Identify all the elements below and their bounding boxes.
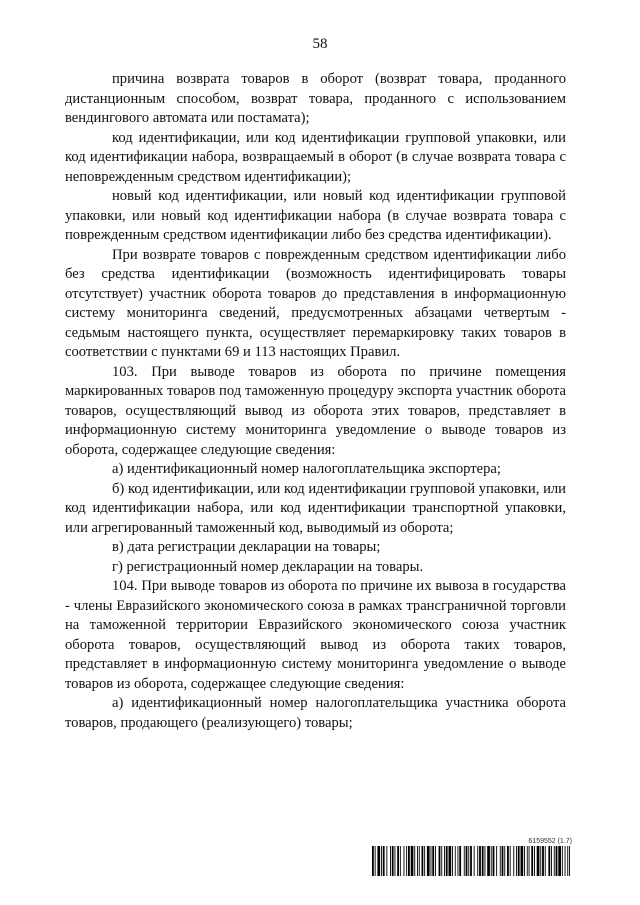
paragraph-new-identification-code: новый код идентификации, или новый код идентификации групповой упаковки, или новый код идентификации набора (в случае возврата товара с поврежденным средством идентификации либо без средства идентификации). [65,188,566,243]
paragraph-104-a: а) идентификационный номер налогоплательщика участника оборота товаров, продающего (реализующего) товары; [65,695,566,731]
paragraph-103-c: в) дата регистрации декларации на товары; [112,539,381,555]
paragraph-identification-code: код идентификации, или код идентификации групповой упаковки, или код идентификации набора, возвращаемый в оборот (в случае возврата товара с неповрежденным средством идентификации); [65,129,566,185]
paragraph-return-reason: причина возврата товаров в оборот (возврат товара, проданного дистанционным способом, возврат товара, проданного с использованием вендингового автомата или постамата); [65,71,566,126]
paragraph-103-b: б) код идентификации, или код идентификации групповой упаковки, или код идентификации набора, или код идентификации транспортной упаковки, или агрегированный таможенный код, выводимый из оборота; [65,480,566,536]
document-code: 6159552 (1.7) [528,838,572,845]
barcode-icon [372,846,570,876]
paragraph-item-103: 103. При выводе товаров из оборота по причине помещения маркированных товаров под таможенную процедуру экспорта участник оборота товаров, осуществляющий вывод из оборота этих товаров, представляет в информационную систему мониторинга уведомление о выводе товаров из оборота, содержащее следующие сведения: [65,363,566,458]
page-number: 58 [312,36,328,52]
paragraph-item-104: 104. При выводе товаров из оборота по причине их вывоза в государства - члены Евразийского экономического союза в рамках трансграничной торговли на таможенной территории Евразийского экономического союза участник оборота товаров, осуществляющий вывод из оборота таких товаров, представляет в информационную систему мониторинга уведомление о выводе товаров из оборота, содержащее следующие сведения: [65,578,566,692]
paragraph-103-d: г) регистрационный номер декларации на товары. [112,558,424,575]
paragraph-damaged-means: При возврате товаров с поврежденным средством идентификации либо без средства идентификации (возможность идентифицировать товары отсутствует) участник оборота товаров до представления в информационную систему мониторинга сведений, предусмотренных абзацами четвертым - седьмым настоящего пункта, осуществляет перемаркировку таких товаров в соответствии с пунктами 69 и 113 настоящих Правил. [65,246,566,360]
body-text [65,70,566,733]
paragraph-103-a: а) идентификационный номер налогоплательщика экспортера; [112,461,501,477]
